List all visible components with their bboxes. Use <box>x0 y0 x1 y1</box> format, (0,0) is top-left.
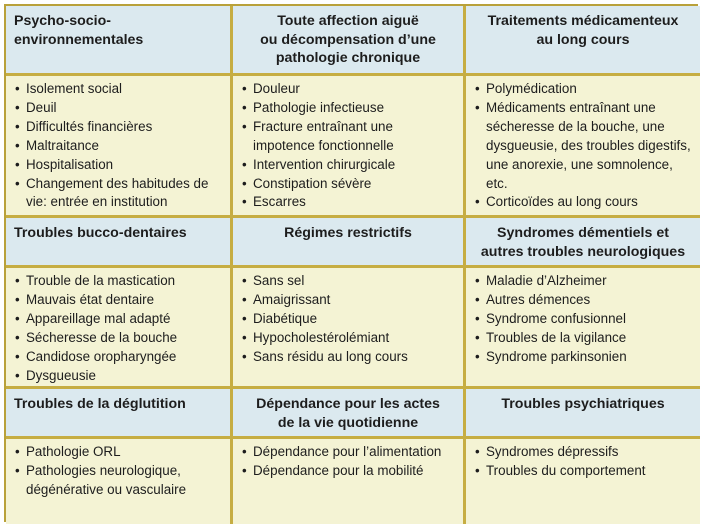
list-item: • Polymédication <box>475 80 692 99</box>
list-item: • Isolement social <box>15 80 222 99</box>
list-item: • Dépendance pour l’alimentation <box>242 443 455 462</box>
list-item: • Sans sel <box>242 272 455 291</box>
header-dementiels: Syndromes démentiels et autres troubles neurologiques <box>466 218 700 268</box>
list-bucco-dentaires <box>6 268 233 389</box>
list-item: • Corticoïdes au long cours <box>475 193 692 212</box>
list-psychiatriques <box>466 439 700 524</box>
list-item: • Constipation sévère <box>242 175 455 194</box>
list-item: • Autres démences <box>475 291 692 310</box>
list-item: • Troubles de la vigilance <box>475 329 692 348</box>
list-psycho-socio <box>6 76 233 218</box>
list-item: • Escarres <box>242 193 455 212</box>
header-affection-aigue: Toute affection aiguë ou décompensation d’une pathologie chronique <box>233 6 466 76</box>
list-item: • Difficultés financières <box>15 118 222 137</box>
list-item: • Intervention chirurgicale <box>242 156 455 175</box>
list-item: • Hypocholestérolémiant <box>242 329 455 348</box>
list-item: • Dépendance pour la mobilité <box>242 462 455 481</box>
list-item: • Troubles du comportement <box>475 462 692 481</box>
list-item: • Fracture entraînant une impotence fonctionnelle <box>242 118 455 156</box>
header-psycho-socio: Psycho-socio- environnementales <box>6 6 233 76</box>
list-item: • Trouble de la mastication <box>15 272 222 291</box>
list-item: • Changement des habitudes de vie: entrée en institution <box>15 175 222 213</box>
list-item: • Dysgueusie <box>15 367 222 386</box>
list-item: • Pathologies neurologique, dégénérative ou vasculaire <box>15 462 222 500</box>
list-regimes <box>233 268 466 389</box>
list-item: • Maladie d’Alzheimer <box>475 272 692 291</box>
header-regimes: Régimes restrictifs <box>233 218 466 268</box>
list-affection-aigue <box>233 76 466 218</box>
list-dependance <box>233 439 466 524</box>
list-item: • Syndromes dépressifs <box>475 443 692 462</box>
header-traitements: Traitements médicamenteux au long cours <box>466 6 700 76</box>
header-dependance: Dépendance pour les actes de la vie quotidienne <box>233 389 466 439</box>
list-item: • Maltraitance <box>15 137 222 156</box>
list-traitements <box>466 76 700 218</box>
list-item: • Médicaments entraînant une sécheresse de la bouche, une dysgueusie, des troubles digestifs, une anorexie, une somnolence, etc. <box>475 99 692 194</box>
list-item: • Syndrome confusionnel <box>475 310 692 329</box>
list-deglutition <box>6 439 233 524</box>
header-psychiatriques: Troubles psychiatriques <box>466 389 700 439</box>
list-item: • Diabétique <box>242 310 455 329</box>
list-item: • Deuil <box>15 99 222 118</box>
list-item: • Candidose oropharyngée <box>15 348 222 367</box>
list-item: • Hospitalisation <box>15 156 222 175</box>
list-item: • Douleur <box>242 80 455 99</box>
header-deglutition: Troubles de la déglutition <box>6 389 233 439</box>
list-item: • Sans résidu au long cours <box>242 348 455 367</box>
list-item: • Amaigrissant <box>242 291 455 310</box>
list-dementiels <box>466 268 700 389</box>
header-bucco-dentaires: Troubles bucco-dentaires <box>6 218 233 268</box>
list-item: • Pathologie ORL <box>15 443 222 462</box>
list-item: • Pathologie infectieuse <box>242 99 455 118</box>
list-item: • Syndrome parkinsonien <box>475 348 692 367</box>
list-item: • Sécheresse de la bouche <box>15 329 222 348</box>
list-item: • Appareillage mal adapté <box>15 310 222 329</box>
risk-factors-table <box>4 4 698 522</box>
list-item: • Mauvais état dentaire <box>15 291 222 310</box>
